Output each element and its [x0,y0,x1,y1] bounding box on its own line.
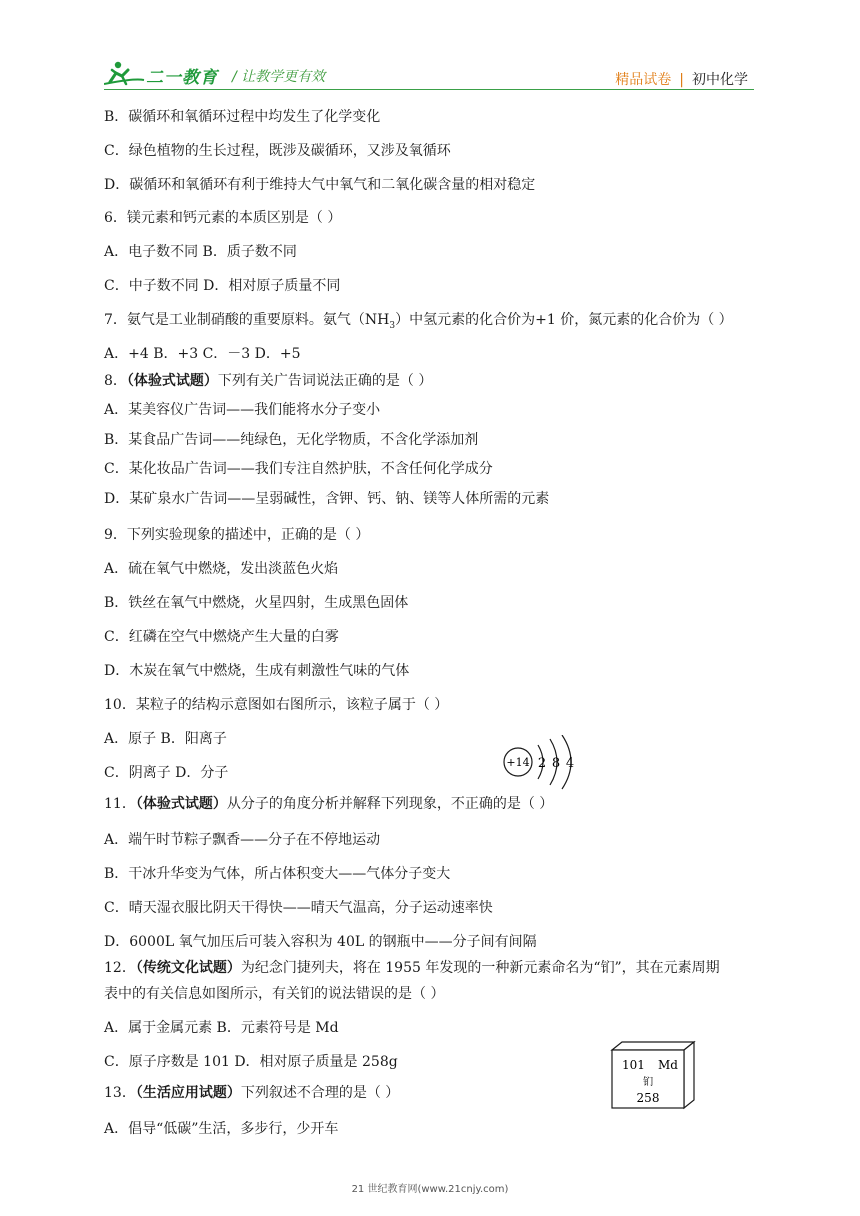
shell-electrons-2: 8 [551,756,561,771]
atomic-number: 101 [622,1058,645,1072]
option-line: C．中子数不同 D．相对原子质量不同 [104,278,341,294]
element-card [610,1040,700,1112]
header-right [615,69,748,89]
option-line: C．红磷在空气中燃烧产生大量的白雾 [104,629,339,645]
option-line: D．某矿泉水广告词——呈弱碱性，含钾、钙、钠、镁等人体所需的元素 [104,491,550,507]
header-separator: | [679,72,684,88]
option-line: A．电子数不同 B．质子数不同 [104,244,297,260]
option-line: A．某美容仪广告词——我们能将水分子变小 [104,402,381,418]
option-line: C．某化妆品广告词——我们专注自然护肤，不含任何化学成分 [104,461,493,477]
shell-electrons-3: 4 [565,756,575,771]
option-line: A．+4 B．+3 C．－3 D．+5 [104,346,301,362]
option-line: D．木炭在氧气中燃烧，生成有刺激性气味的气体 [104,663,410,679]
atom-structure-diagram [500,735,610,815]
question-stem: 9．下列实验现象的描述中，正确的是（ ） [104,527,370,543]
question-stem: 7．氨气是工业制硝酸的重要原料。氨气$(NH_3)$中氢元素的化合价为+1 价，氮元素的化合价为（ ） [104,312,733,331]
atomic-mass: 258 [636,1091,660,1105]
slogan: / 让教学更有效 [232,69,326,85]
question-stem: 8．（体验式试题）下列有关广告词说法正确的是（ ） [104,373,433,389]
paper-tag: 精品试卷 [615,72,672,88]
option-line: A．原子 B．阳离子 [104,731,227,747]
option-line: B．干冰升华变为气体，所占体积变大——气体分子变大 [104,866,451,882]
text-line: D．碳循环和氧循环有利于维持大气中氧气和二氧化碳含量的相对稳定 [104,177,536,193]
element-name: 钔 [643,1077,653,1088]
shell-electrons-1: 2 [537,756,547,771]
option-line: C．晴天湿衣服比阴天干得快——晴天气温高，分子运动速率快 [104,900,493,916]
question-stem: 12．（传统文化试题）为纪念门捷列夫，将在 1955 年发现的一种新元素命名为“钔”，其在元素周期 [104,960,720,976]
option-line: A．端午时节粽子飘香——分子在不停地运动 [104,832,381,848]
option-line: A．硫在氧气中燃烧，发出淡蓝色火焰 [104,561,339,577]
subject-label: 初中化学 [692,72,748,88]
question-stem: 13．（生活应用试题）下列叙述不合理的是（ ） [104,1085,400,1101]
text-line: 表中的有关信息如图所示，有关钔的说法错误的是（ ） [104,986,445,1002]
option-line: A．倡导“低碳”生活，多步行，少开车 [104,1121,339,1137]
page-header [0,0,860,100]
option-line: C．阴离子 D．分子 [104,765,229,781]
question-stem: 11．（体验式试题）从分子的角度分析并解释下列现象，不正确的是（ ） [104,796,554,812]
element-symbol: Md [658,1058,678,1072]
page-footer: 21 世纪教育网(www.21cnjy.com) [351,1184,509,1195]
option-line: D．6000L 氧气加压后可装入容积为 40L 的钢瓶中——分子间有间隔 [104,934,537,950]
nucleus-charge: +14 [506,756,530,769]
option-line: B．铁丝在氧气中燃烧，火星四射，生成黑色固体 [104,595,409,611]
question-stem: 10．某粒子的结构示意图如右图所示，该粒子属于（ ） [104,697,449,713]
option-line: B．某食品广告词——纯绿色，无化学物质，不含化学添加剂 [104,432,479,448]
text-line: B．碳循环和氧循环过程中均发生了化学变化 [104,109,381,125]
question-stem: 6．镁元素和钙元素的本质区别是（ ） [104,210,342,226]
text-line: C．绿色植物的生长过程，既涉及碳循环，又涉及氧循环 [104,143,451,159]
header-divider [104,89,754,90]
option-line: C．原子序数是 101 D．相对原子质量是 258g [104,1054,398,1070]
logo-text: 二一教育 [146,68,218,88]
option-line: A．属于金属元素 B．元素符号是 Md [104,1020,339,1036]
